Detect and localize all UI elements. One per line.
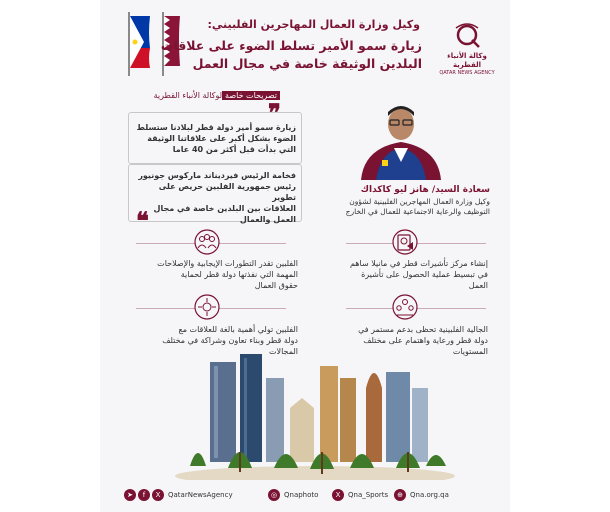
- visa-icon: [390, 228, 420, 256]
- quote-close-icon: ❝: [136, 206, 149, 235]
- partnership-icon: [192, 293, 222, 321]
- point3-line2: دولة قطر ورعاية واهتمام على مختلف: [363, 336, 488, 345]
- footer-website[interactable]: Qna.org.qa: [410, 491, 449, 499]
- point2-line2: المهمة التي نفذتها دولة قطر لحماية: [180, 270, 298, 279]
- footer-handle-sports[interactable]: Qna_Sports: [348, 491, 389, 499]
- globe-icon[interactable]: ⊕: [394, 489, 406, 501]
- doha-skyline-illustration: [170, 348, 460, 480]
- footer-social-bar: [100, 478, 510, 512]
- instagram-icon[interactable]: ◎: [268, 489, 280, 501]
- agency-name-en: QATAR NEWS AGENCY: [439, 70, 495, 76]
- speaker-portrait: [356, 100, 446, 180]
- point4-line1: الفلبين تولي أهمية بالغة للعلاقات مع: [178, 325, 298, 334]
- quote-open-icon: ❞: [268, 98, 281, 127]
- speaker-title: [298, 197, 490, 217]
- quote1-line1: زيارة سمو أمير دولة قطر لبلادنا ستسلط: [136, 123, 296, 132]
- point1-line1: إنشاء مركز تأشيرات قطر في مانيلا ساهم: [349, 259, 488, 268]
- qna-logo-icon: [452, 22, 482, 48]
- speaker-title-line2: التوظيف والرعاية الاجتماعية للعمال في الخارج: [345, 207, 490, 216]
- quote2-line2: رئيس جمهورية الفلبين حريص على تطوير: [158, 182, 296, 202]
- qna-logo: [436, 22, 498, 76]
- telegram-icon[interactable]: ➤: [124, 489, 136, 501]
- point3-line3: المستويات: [452, 347, 488, 356]
- section-tag-source: لوكالة الأنباء القطرية: [153, 91, 223, 100]
- point2-line1: الفلبين تقدر التطورات الإيجابية والإصلاحات: [157, 259, 298, 268]
- facebook-icon[interactable]: f: [138, 489, 150, 501]
- footer-handle-main[interactable]: QatarNewsAgency: [168, 491, 233, 499]
- quote1-text: [134, 122, 296, 155]
- point2-line3: حقوق العمال: [254, 281, 298, 290]
- point4-line2: دولة قطر وبناء تعاون وشراكة في مختلف: [162, 336, 298, 345]
- infographic-card: [100, 0, 510, 512]
- headline-line1: وكيل وزارة العمال المهاجرين الفلبيني:: [207, 18, 420, 31]
- workers-rights-icon: [192, 228, 222, 256]
- quote1-line2: الضوء بشكل أكبر على علاقاتنا الوثيقة: [147, 134, 296, 143]
- footer-handle-photo[interactable]: Qnaphoto: [284, 491, 319, 499]
- speaker-name: سعادة السيد/ هانز ليو كاكداك: [360, 185, 490, 195]
- point4-line3: المجالات: [269, 347, 298, 356]
- point1-line2: في تبسيط عملية الحصول على تأشيرة: [361, 270, 488, 279]
- quote2-line3: العلاقات بين البلدين خاصة في مجال: [153, 204, 296, 213]
- headline-line2: زيارة سمو الأمير تسلط الضوء على علاقات: [160, 38, 422, 53]
- quote2-text: [134, 170, 296, 225]
- headline-line3: البلدين الوثيقة خاصة في مجال العمل: [192, 56, 422, 71]
- quote2-line1: فخامة الرئيس فيرديناند ماركوس جونيور: [138, 171, 296, 180]
- section-tag: [153, 90, 280, 102]
- speaker-title-line1: وكيل وزارة العمال المهاجرين الفلبينية لشؤون: [349, 197, 490, 206]
- quote2-line4: العمل والعمال: [239, 215, 296, 224]
- point3-line1: الجالية الفلبينية تحظى بدعم مستمر في: [358, 325, 488, 334]
- quote1-line3: التي بدأت قبل أكثر من 40 عاما: [172, 145, 296, 154]
- community-icon: [390, 293, 420, 321]
- x-icon[interactable]: X: [152, 489, 164, 501]
- x-icon-sports[interactable]: X: [332, 489, 344, 501]
- point2-text: [120, 258, 298, 291]
- point1-text: [318, 258, 488, 291]
- agency-name-ar: وكالة الأنباء القطرية: [447, 52, 487, 69]
- point1-line3: العمل: [468, 281, 488, 290]
- section-tag-label: تصريحات خاصة: [222, 91, 280, 100]
